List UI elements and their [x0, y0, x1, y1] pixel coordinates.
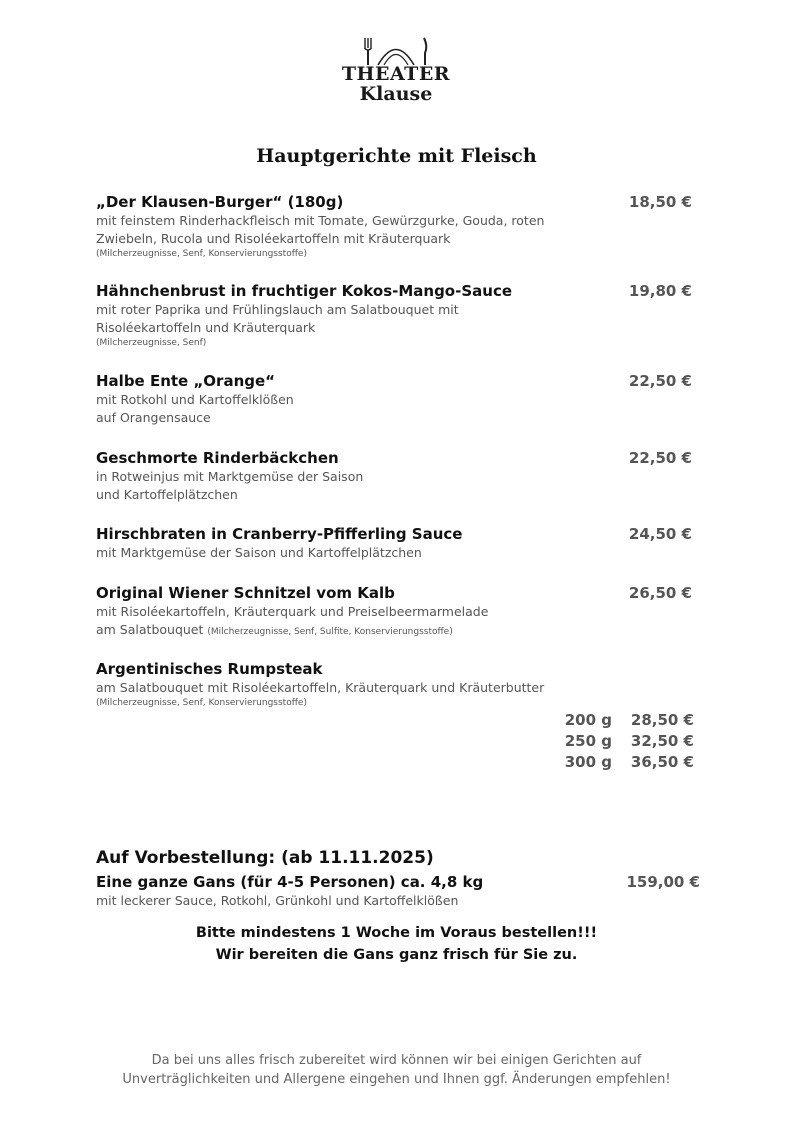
menu-item — [96, 659, 696, 710]
item-allergens: (Milcherzeugnisse, Senf, Sulfite, Konservierungsstoffe) — [207, 627, 453, 637]
footer-line: Da bei uns alles frisch zubereitet wird können wir bei einigen Gerichten auf — [151, 1053, 642, 1068]
item-allergens: (Milcherzeugnisse, Senf) — [96, 338, 207, 348]
item-desc: auf Orangensauce — [96, 410, 211, 425]
item-name: Hähnchenbrust in fruchtiger Kokos-Mango-Sauce — [96, 282, 513, 300]
size-price: 36,50 € — [630, 753, 694, 771]
item-desc: mit feinstem Rinderhackfleisch mit Tomate, Gewürzgurke, Gouda, roten — [96, 213, 545, 228]
item-desc: in Rotweinjus mit Marktgemüse der Saison — [96, 469, 364, 484]
section-title: Hauptgerichte mit Fleisch — [256, 145, 537, 167]
item-desc-text: am Salatbouquet — [96, 622, 204, 637]
item-price: 26,50 € — [628, 584, 692, 602]
allergen-footer — [0, 1051, 793, 1089]
notice-line: Bitte mindestens 1 Woche im Voraus bestellen!!! — [195, 925, 598, 941]
item-price: 22,50 € — [628, 372, 692, 390]
item-desc-with-allergens — [96, 621, 696, 641]
item-name: „Der Klausen-Burger“ (180g) — [96, 193, 344, 211]
preorder-title: Auf Vorbestellung: (ab 11.11.2025) — [96, 848, 434, 868]
logo — [296, 36, 496, 104]
size-price-row — [540, 711, 694, 732]
size-price-row — [540, 732, 694, 753]
item-allergens: (Milcherzeugnisse, Senf, Konservierungsstoffe) — [96, 698, 307, 708]
item-price: 22,50 € — [628, 449, 692, 467]
menu-item — [96, 524, 696, 562]
menu-item — [96, 281, 696, 350]
size-weight: 250 g — [564, 732, 612, 750]
item-price: 19,80 € — [628, 282, 692, 300]
notice-line: Wir bereiten die Gans ganz frisch für Sie zu. — [215, 947, 578, 963]
item-name: Geschmorte Rinderbäckchen — [96, 449, 339, 467]
item-price: 159,00 € — [626, 873, 700, 891]
item-desc: Zwiebeln, Rucola und Risoléekartoffeln mit Kräuterquark — [96, 231, 451, 246]
item-name: Original Wiener Schnitzel vom Kalb — [96, 584, 395, 602]
item-desc: am Salatbouquet mit Risoléekartoffeln, Kräuterquark und Kräuterbutter — [96, 680, 545, 695]
item-allergens: (Milcherzeugnisse, Senf, Konservierungsstoffe) — [96, 249, 307, 259]
logo-klause: Klause — [359, 83, 433, 105]
footer-line: Unverträglichkeiten und Allergene eingehen und Ihnen ggf. Änderungen empfehlen! — [122, 1072, 671, 1087]
item-name: Halbe Ente „Orange“ — [96, 372, 276, 390]
menu-item — [96, 371, 696, 427]
item-name: Argentinisches Rumpsteak — [96, 660, 323, 678]
size-price: 28,50 € — [630, 711, 694, 729]
item-name: Hirschbraten in Cranberry-Pfifferling Sauce — [96, 525, 463, 543]
item-desc: Risoléekartoffeln und Kräuterquark — [96, 320, 316, 335]
item-desc: mit Marktgemüse der Saison und Kartoffelplätzchen — [96, 545, 422, 560]
item-price: 18,50 € — [628, 193, 692, 211]
size-price-row — [540, 753, 694, 774]
preorder-notice — [0, 922, 793, 966]
size-price: 32,50 € — [630, 732, 694, 750]
item-desc: mit Rotkohl und Kartoffelklößen — [96, 392, 294, 407]
preorder-item — [96, 872, 700, 910]
item-desc: und Kartoffelplätzchen — [96, 487, 238, 502]
fork-plate-knife-icon — [356, 36, 436, 66]
size-weight: 300 g — [564, 753, 612, 771]
logo-theater: THEATER — [341, 63, 451, 85]
size-weight: 200 g — [564, 711, 612, 729]
menu-item — [96, 192, 696, 261]
menu-item — [96, 583, 696, 641]
item-price: 24,50 € — [628, 525, 692, 543]
menu-item — [96, 448, 696, 504]
item-name: Eine ganze Gans (für 4-5 Personen) ca. 4,8 kg — [96, 873, 484, 891]
item-desc: mit Risoléekartoffeln, Kräuterquark und Preiselbeermarmelade — [96, 604, 489, 619]
item-desc: mit leckerer Sauce, Rotkohl, Grünkohl und Kartoffelklößen — [96, 893, 459, 908]
item-desc: mit roter Paprika und Frühlingslauch am Salatbouquet mit — [96, 302, 459, 317]
